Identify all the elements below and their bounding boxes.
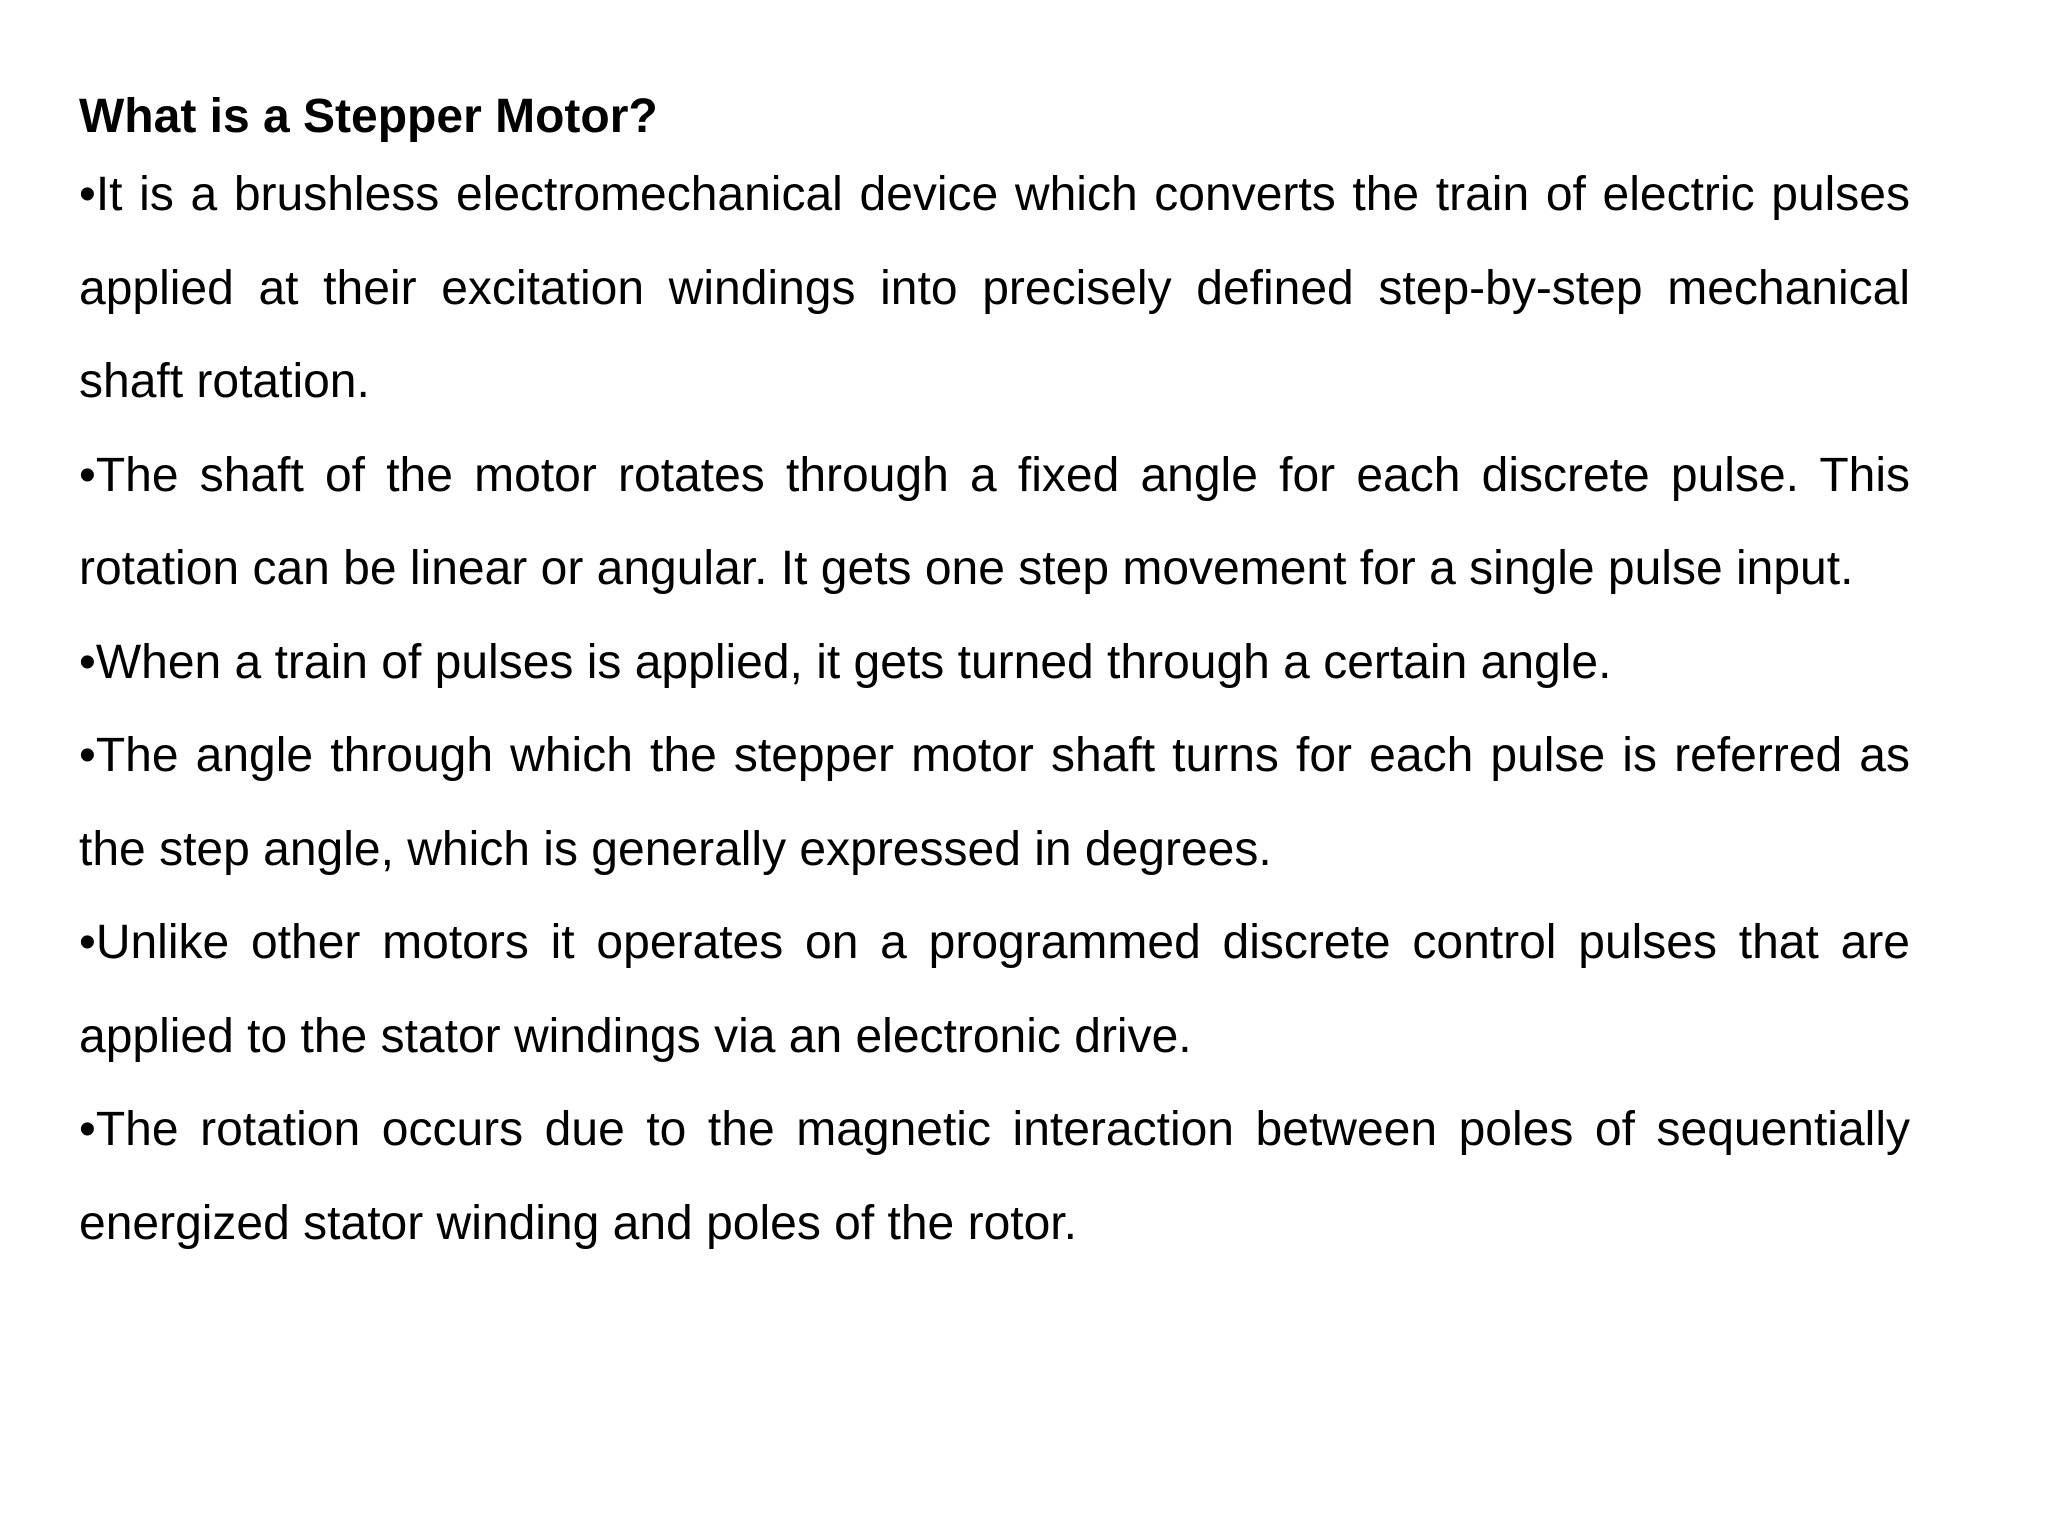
bullet-text: The shaft of the motor rotates through a fixed angle for each discrete pulse. This rotation can be linear or angular. It gets one step movement for a single pulse input. — [79, 448, 1910, 595]
bullet-text: The angle through which the stepper motor shaft turns for each pulse is referred as the step angle, which is generally expressed in degrees. — [79, 729, 1910, 876]
bullet-marker: • — [79, 168, 96, 221]
bullet-item — [79, 616, 1910, 710]
bullet-text: When a train of pulses is applied, it gets turned through a certain angle. — [95, 635, 1612, 689]
bullet-text: It is a brushless electromechanical device which converts the train of electric pulses applied at their excitation windings into precisely defined step-by-step mechanical shaft rotation. — [79, 168, 1910, 408]
bullet-item — [79, 896, 1910, 1083]
bullet-item — [79, 709, 1910, 896]
bullet-text: The rotation occurs due to the magnetic interaction between poles of sequentially energized stator winding and poles of the rotor. — [79, 1103, 1910, 1250]
bullet-item — [79, 429, 1910, 616]
bullet-marker: • — [79, 448, 96, 502]
bullet-list — [79, 160, 1910, 1282]
bullet-text: Unlike other motors it operates on a programmed discrete control pulses that are applied to the stator windings via an electronic drive. — [79, 916, 1910, 1063]
slide-title: What is a Stepper Motor? — [79, 90, 658, 143]
bullet-marker: • — [79, 635, 96, 689]
bullet-marker: • — [79, 729, 96, 782]
bullet-item — [79, 1083, 1910, 1270]
bullet-item — [79, 148, 1910, 429]
slide-content — [79, 86, 1910, 1282]
bullet-marker: • — [79, 1103, 96, 1156]
bullet-marker: • — [79, 916, 96, 969]
